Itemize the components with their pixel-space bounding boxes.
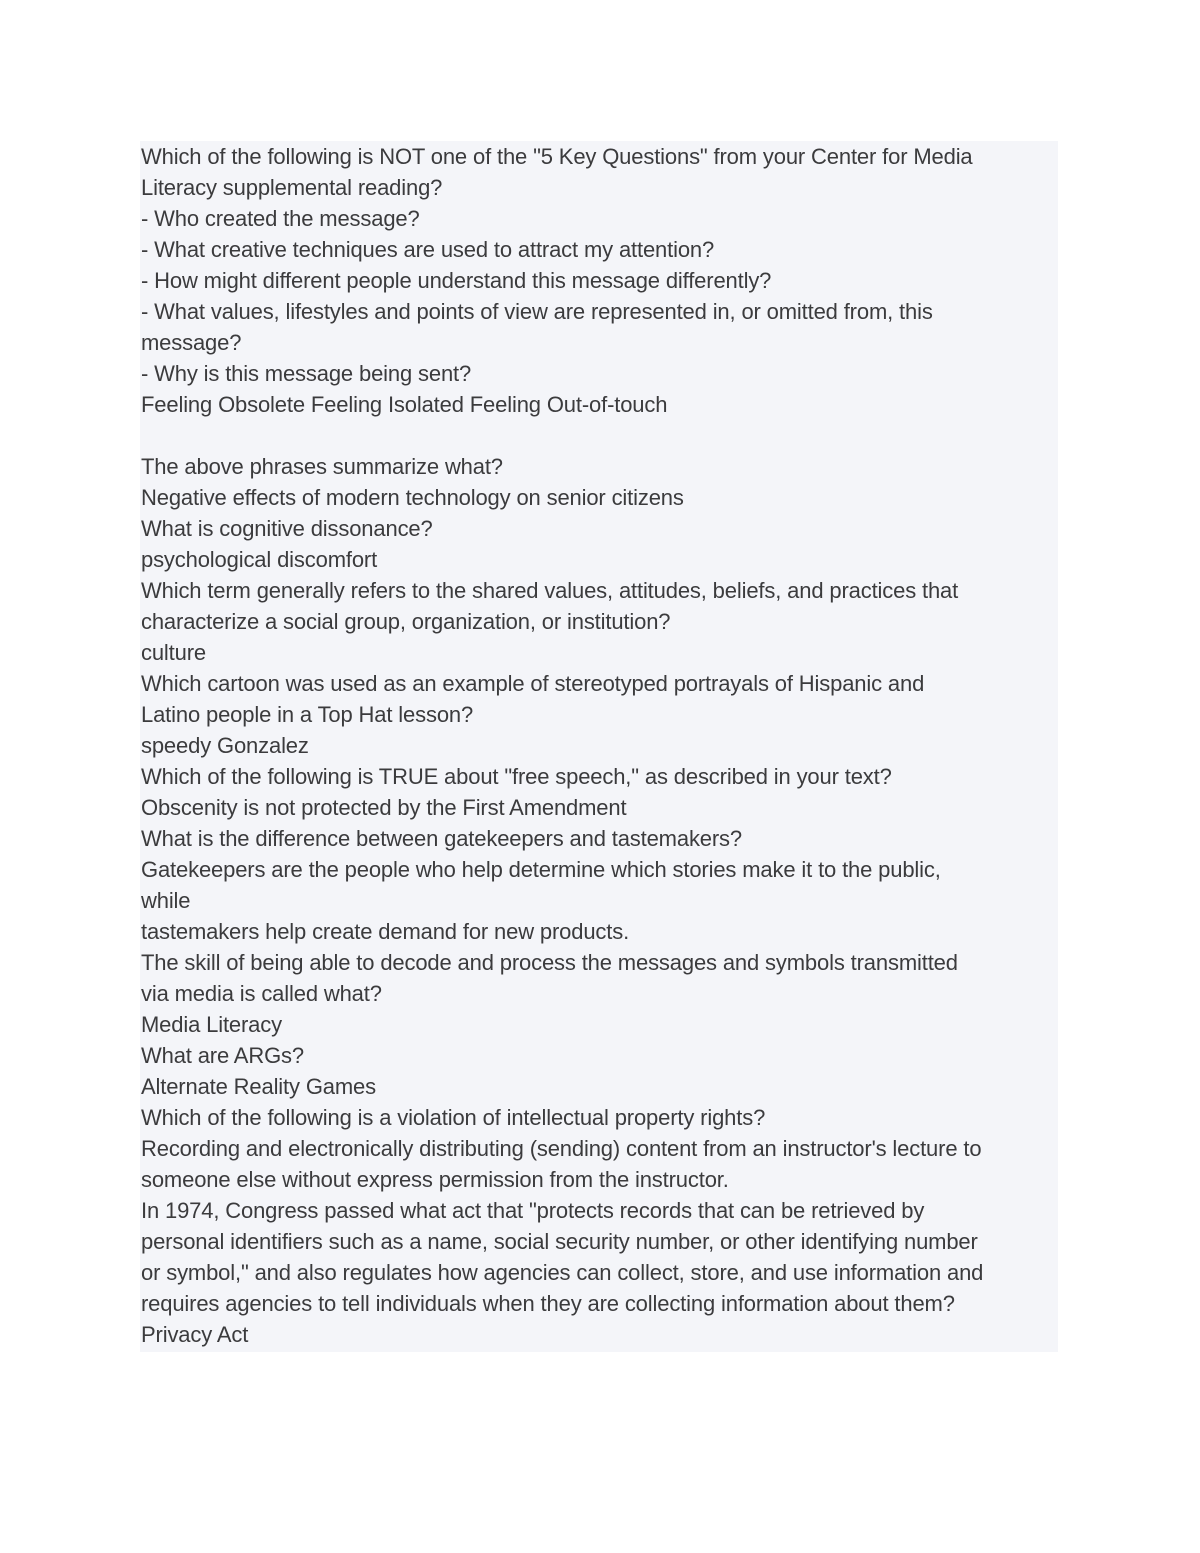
text-line: In 1974, Congress passed what act that "protects records that can be retrieved by — [141, 1198, 925, 1223]
text-line: Which of the following is NOT one of the "5 Key Questions" from your Center for Media — [141, 144, 973, 169]
text-line: What are ARGs? — [141, 1043, 304, 1068]
text-line: Recording and electronically distributing (sending) content from an instructor's lecture to — [141, 1136, 982, 1161]
text-line: - Who created the message? — [141, 206, 420, 231]
text-line: Media Literacy — [141, 1012, 282, 1037]
text-line: Feeling Obsolete Feeling Isolated Feeling Out-of-touch — [141, 392, 668, 417]
text-line — [141, 420, 1058, 451]
text-line: - Why is this message being sent? — [141, 361, 472, 386]
text-line: speedy Gonzalez — [141, 733, 309, 758]
text-line: culture — [141, 640, 206, 665]
text-line: What is cognitive dissonance? — [141, 516, 433, 541]
text-block — [140, 141, 1058, 1352]
text-line: tastemakers help create demand for new products. — [141, 919, 630, 944]
text-line: psychological discomfort — [141, 547, 378, 572]
text-line: Literacy supplemental reading? — [141, 175, 443, 200]
text-line: Which of the following is a violation of intellectual property rights? — [141, 1105, 766, 1130]
text-line: Latino people in a Top Hat lesson? — [141, 702, 474, 727]
text-line: requires agencies to tell individuals when they are collecting information about them? — [141, 1291, 955, 1316]
text-line: message? — [141, 330, 242, 355]
text-line: via media is called what? — [141, 981, 382, 1006]
text-line: Which of the following is TRUE about "free speech," as described in your text? — [141, 764, 892, 789]
text-line: Alternate Reality Games — [141, 1074, 376, 1099]
text-line: Which term generally refers to the shared values, attitudes, beliefs, and practices that — [141, 578, 959, 603]
text-line: or symbol," and also regulates how agencies can collect, store, and use information and — [141, 1260, 984, 1285]
text-line: The above phrases summarize what? — [141, 454, 503, 479]
text-line: Which cartoon was used as an example of stereotyped portrayals of Hispanic and — [141, 671, 925, 696]
text-line: Obscenity is not protected by the First Amendment — [141, 795, 627, 820]
text-line: Gatekeepers are the people who help determine which stories make it to the public, — [141, 857, 941, 882]
text-line: personal identifiers such as a name, social security number, or other identifying number — [141, 1229, 978, 1254]
text-line: What is the difference between gatekeepers and tastemakers? — [141, 826, 742, 851]
text-line: - What values, lifestyles and points of view are represented in, or omitted from, this — [141, 299, 933, 324]
text-line: characterize a social group, organization, or institution? — [141, 609, 671, 634]
text-line: Negative effects of modern technology on senior citizens — [141, 485, 684, 510]
text-line: - What creative techniques are used to attract my attention? — [141, 237, 715, 262]
text-line: - How might different people understand this message differently? — [141, 268, 772, 293]
text-line: someone else without express permission from the instructor. — [141, 1167, 729, 1192]
text-line: while — [141, 888, 191, 913]
text-line: Privacy Act — [141, 1322, 249, 1347]
text-line: The skill of being able to decode and process the messages and symbols transmitted — [141, 950, 958, 975]
